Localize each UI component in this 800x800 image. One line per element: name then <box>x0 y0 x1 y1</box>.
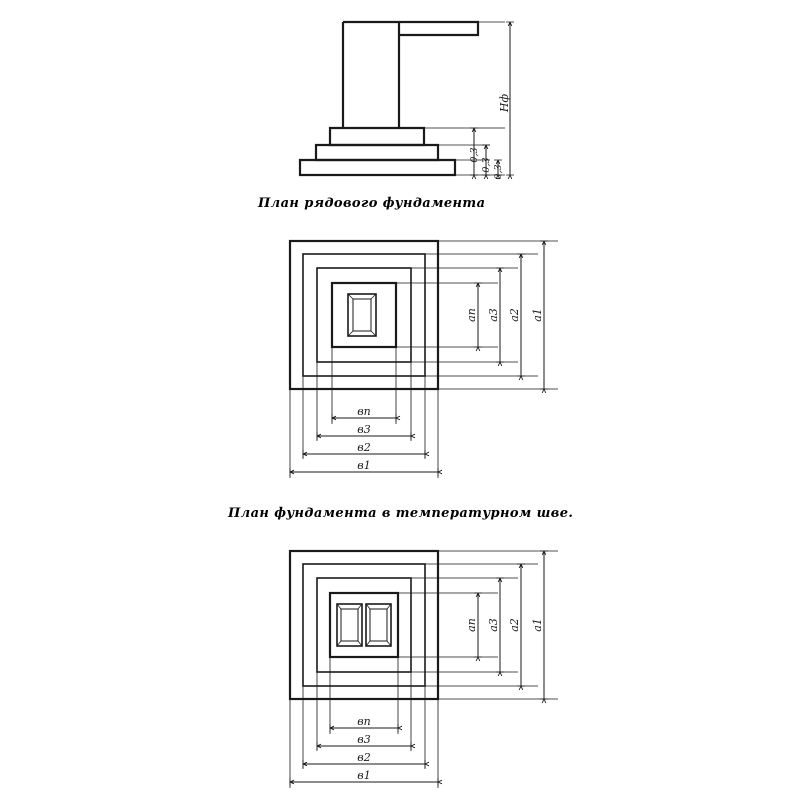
plan1-socket-inner <box>353 299 371 331</box>
plan1-label-a3: а3 <box>487 308 500 322</box>
plan1-label-b2: в2 <box>357 441 371 454</box>
plan2-label-a1: а1 <box>531 618 544 632</box>
plan2-label-a2: а2 <box>508 618 521 632</box>
view-plan-ordinary <box>290 241 558 478</box>
plan2-socket-right-inner <box>370 609 387 641</box>
dim-label-h1: 0,3 <box>493 164 504 180</box>
plan2-socket-left-inner <box>341 609 358 641</box>
view-plan-joint <box>290 551 558 788</box>
view-elevation <box>300 22 514 180</box>
plan2-socket-corners <box>337 604 391 646</box>
plan2-pedestal-rect <box>330 593 398 657</box>
dim-label-Hf: Нф <box>498 93 511 113</box>
dim-label-h3: 0,3 <box>469 147 480 163</box>
plan1-label-a1: а1 <box>531 308 544 322</box>
plan1-socket-corners <box>348 294 376 336</box>
caption-plan-ordinary: План рядового фундамента <box>258 196 486 211</box>
column-head-plate <box>399 22 478 35</box>
footing-step-3 <box>330 128 424 145</box>
footing-step-1 <box>300 160 455 175</box>
plan2-label-b1: в1 <box>357 769 371 782</box>
plan1-pedestal-rect <box>332 283 396 347</box>
plan2-ext-ap <box>398 593 498 657</box>
plan2-label-b3: в3 <box>357 733 371 746</box>
plan1-label-bp: вп <box>357 405 371 418</box>
plan2-step2-rect <box>303 564 425 686</box>
plan2-label-a3: а3 <box>487 618 500 632</box>
plan1-label-b1: в1 <box>357 459 371 472</box>
plan1-step2-rect <box>303 254 425 376</box>
plan2-outer-rect <box>290 551 438 699</box>
plan1-label-a2: а2 <box>508 308 521 322</box>
caption-plan-joint: План фундамента в температурном шве. <box>228 506 574 521</box>
plan2-label-ap: ап <box>465 618 478 632</box>
plan1-label-ap: ап <box>465 308 478 322</box>
plan2-label-bp: вп <box>357 715 371 728</box>
dim-label-h2: 0,3 <box>481 157 492 173</box>
column-outline <box>343 22 399 128</box>
plan1-socket-outer <box>348 294 376 336</box>
plan1-outer-rect <box>290 241 438 389</box>
footing-step-2 <box>316 145 438 160</box>
plan2-label-b2: в2 <box>357 751 371 764</box>
plan1-label-b3: в3 <box>357 423 371 436</box>
